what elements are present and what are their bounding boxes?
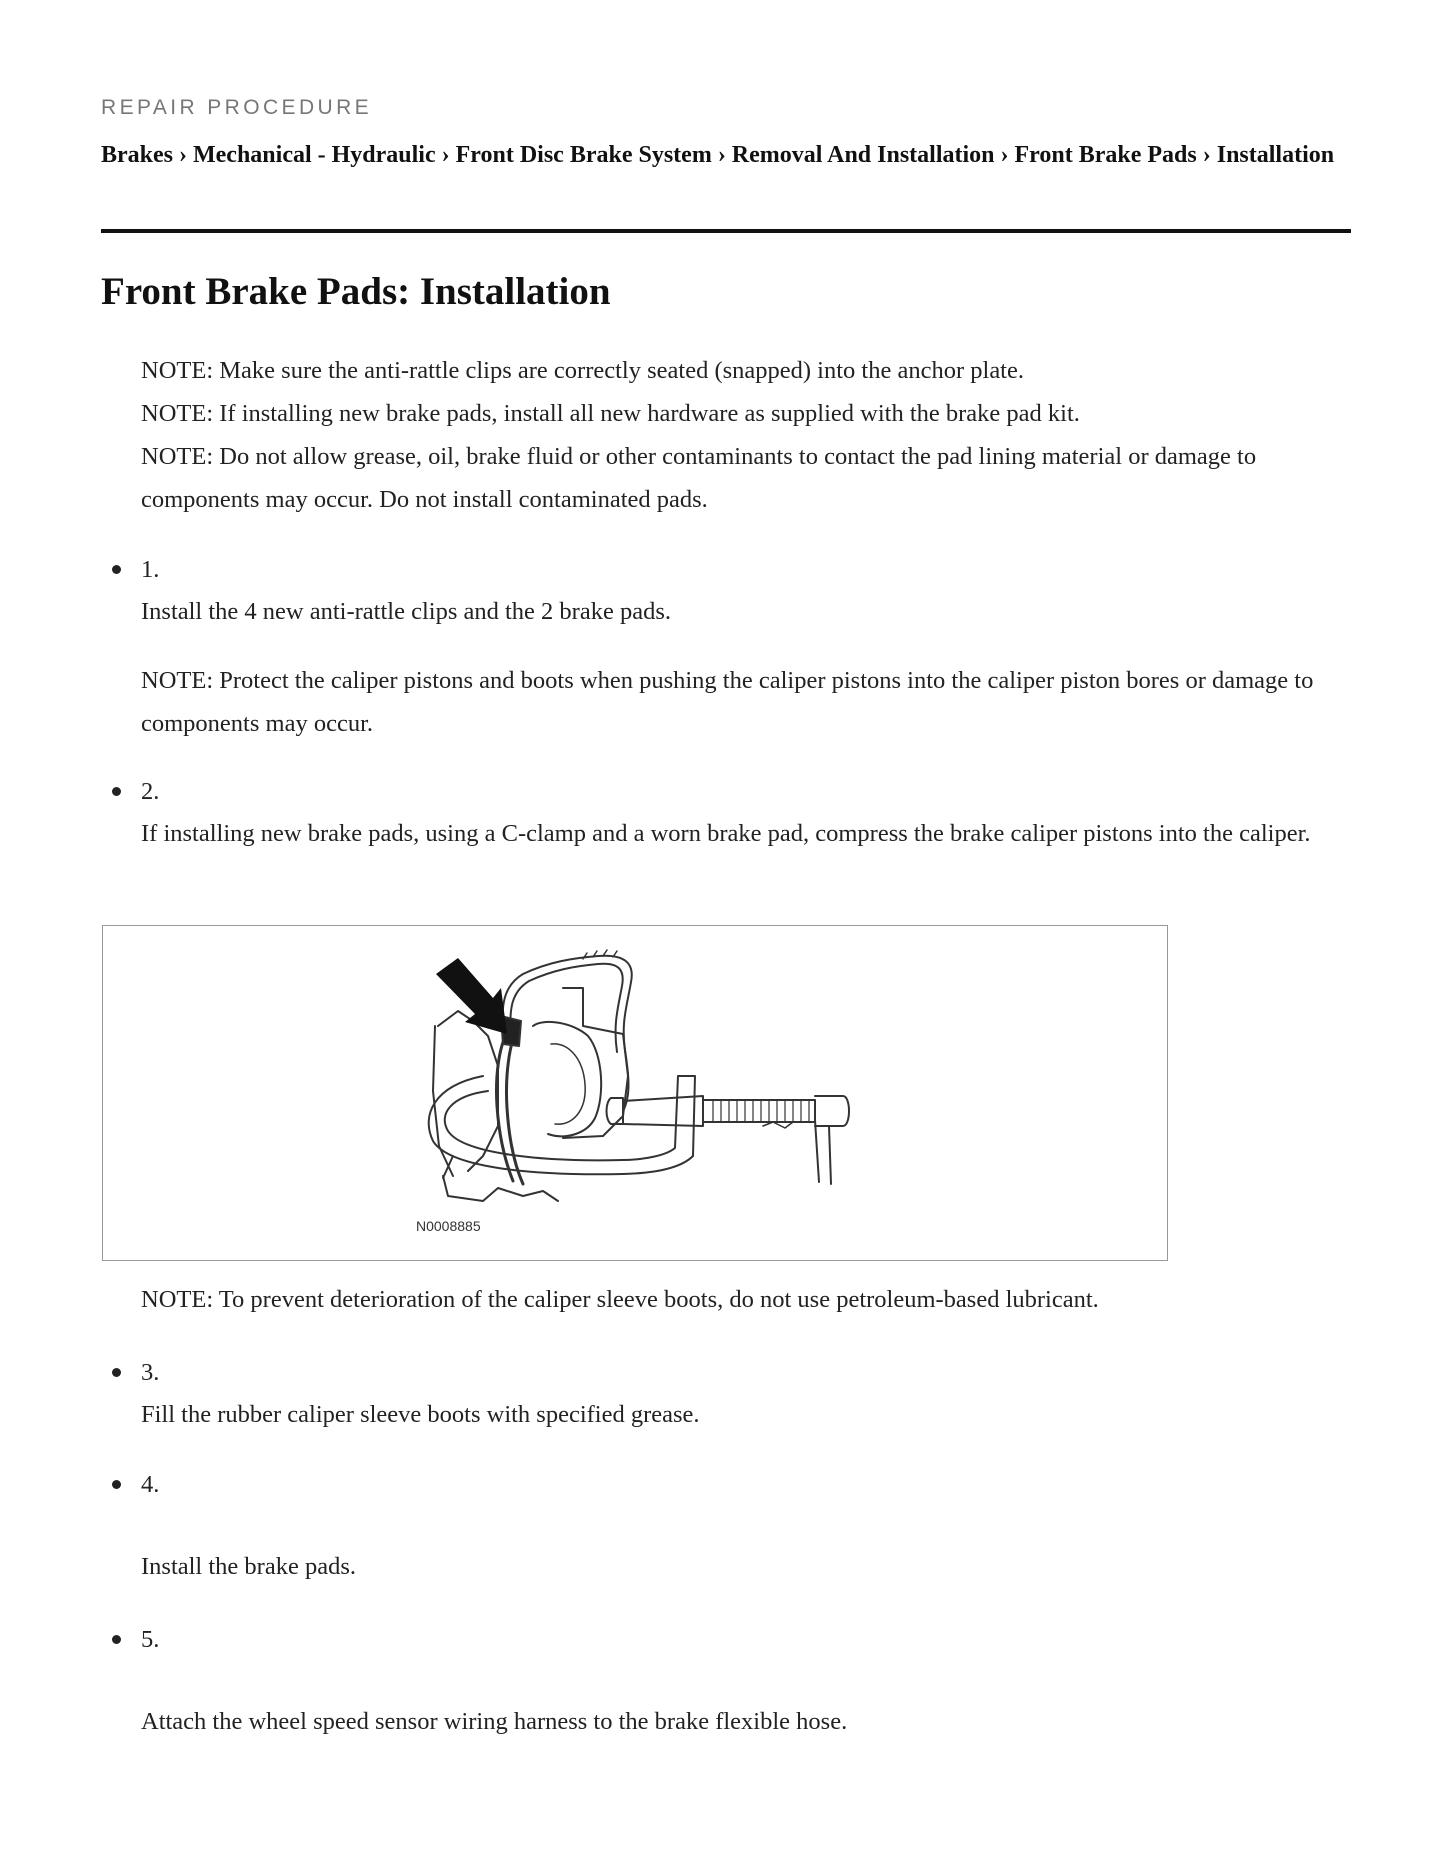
step-1-number: 1.: [141, 556, 160, 583]
note-new-hardware: NOTE: If installing new brake pads, install all new hardware as supplied with the brake pad kit.: [141, 400, 1080, 427]
step-4-number: 4.: [141, 1471, 160, 1498]
step-2-text: If installing new brake pads, using a C-clamp and a worn brake pad, compress the brake caliper pistons into the caliper.: [141, 820, 1311, 847]
caliper-c-clamp-illustration: [103, 926, 1169, 1262]
page-title: Front Brake Pads: Installation: [101, 270, 611, 313]
header-divider: [101, 229, 1351, 233]
figure-label: N0008885: [416, 1218, 481, 1234]
step-3-text: Fill the rubber caliper sleeve boots with specified grease.: [141, 1401, 700, 1428]
step-1-bullet: [112, 565, 121, 574]
step-2-bullet: [112, 787, 121, 796]
step-4-text: Install the brake pads.: [141, 1553, 356, 1580]
breadcrumb: Brakes › Mechanical - Hydraulic › Front Disc Brake System › Removal And Installation › Front Brake Pads › Installation: [101, 142, 1335, 168]
step-5-bullet: [112, 1635, 121, 1644]
step-3-bullet: [112, 1368, 121, 1377]
note-contaminants: NOTE: Do not allow grease, oil, brake fluid or other contaminants to contact the pad lining material or damage to components may occur. Do not install contaminated pads.: [141, 443, 1257, 513]
step-1-text: Install the 4 new anti-rattle clips and the 2 brake pads.: [141, 598, 671, 625]
caliper-figure: [102, 925, 1168, 1261]
step-5-number: 5.: [141, 1626, 160, 1653]
step-2-number: 2.: [141, 778, 160, 805]
note-petroleum-lubricant: NOTE: To prevent deterioration of the caliper sleeve boots, do not use petroleum-based lubricant.: [141, 1286, 1099, 1313]
step-3-number: 3.: [141, 1359, 160, 1386]
section-eyebrow: REPAIR PROCEDURE: [101, 96, 373, 119]
note-protect-pistons: NOTE: Protect the caliper pistons and boots when pushing the caliper pistons into the caliper piston bores or damage to components may occur.: [141, 667, 1314, 737]
step-4-bullet: [112, 1480, 121, 1489]
step-5-text: Attach the wheel speed sensor wiring harness to the brake flexible hose.: [141, 1708, 848, 1735]
note-anti-rattle: NOTE: Make sure the anti-rattle clips are correctly seated (snapped) into the anchor plate.: [141, 357, 1024, 384]
